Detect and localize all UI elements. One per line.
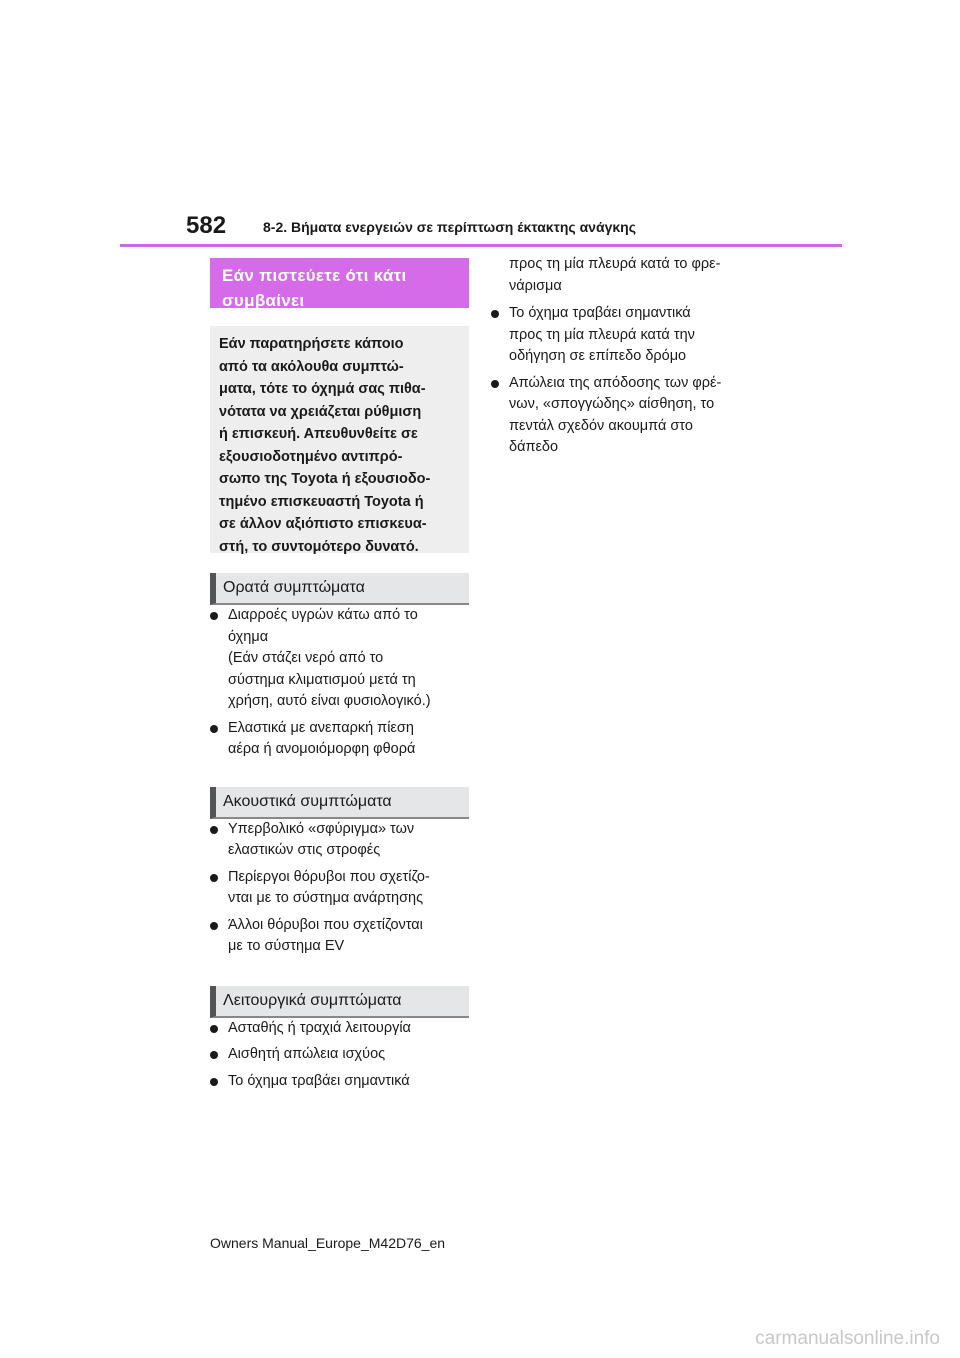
continued-item-text <box>491 254 761 297</box>
bullet-icon <box>210 922 218 930</box>
audible-symptoms-list <box>210 819 469 958</box>
watermark: carmanualsonline.info <box>755 1328 940 1349</box>
list-item <box>210 867 469 910</box>
note-line: σε άλλον αξιόπιστο επισκευα- <box>219 516 427 532</box>
item-line: ελαστικών στις στροφές <box>228 842 381 858</box>
bullet-icon <box>210 612 218 620</box>
note-line: νότατα να χρειάζεται ρύθμιση <box>219 403 422 420</box>
note-box <box>210 326 469 553</box>
list-item <box>210 1044 469 1066</box>
list-item <box>210 1018 469 1040</box>
item-line: όχημα <box>228 628 269 645</box>
item-line: Διαρροές υγρών κάτω από το <box>228 607 418 623</box>
visible-symptoms-list <box>210 605 469 761</box>
note-line: τημένο επισκευαστή Toyota ή <box>219 493 424 510</box>
note-line: σωπο της Toyota ή εξουσιοδο- <box>219 471 431 487</box>
item-line: αέρα ή ανομοιόμορφη φθορά <box>228 741 416 757</box>
item-line: με το σύστημα EV <box>228 938 345 954</box>
item-line: Απώλεια της απόδοσης των φρέ- <box>509 374 722 391</box>
bullet-icon <box>491 380 499 388</box>
header-rule <box>120 244 842 247</box>
item-line: Υπερβολικό «σφύριγμα» των <box>228 820 415 837</box>
heading-audible-symptoms: Ακουστικά συμπτώματα <box>210 787 469 819</box>
item-line: Ελαστικά με ανεπαρκή πίεση <box>228 719 414 736</box>
item-line: νάρισμα <box>509 277 562 294</box>
note-line: στή, το συντομότερο δυνατό. <box>219 538 419 555</box>
item-line: Περίεργοι θόρυβοι που σχετίζο- <box>228 868 430 885</box>
heading-visible-symptoms: Ορατά συμπτώματα <box>210 573 469 605</box>
item-line: Αισθητή απώλεια ισχύος <box>228 1046 386 1062</box>
note-line: ματα, τότε το όχημά σας πιθα- <box>219 381 426 397</box>
item-line: πεντάλ σχεδόν ακουμπά στο <box>509 417 693 434</box>
list-item <box>210 605 469 713</box>
item-line: προς τη μία πλευρά κατά την <box>509 326 695 343</box>
title-box <box>210 258 469 308</box>
list-item <box>210 819 469 862</box>
item-line: χρήση, αυτό είναι φυσιολογικό.) <box>228 693 431 709</box>
item-line: Άλλοι θόρυβοι που σχετίζονται <box>228 916 423 933</box>
right-column <box>491 254 761 459</box>
heading-operational-symptoms: Λειτουργικά συμπτώματα <box>210 986 469 1018</box>
bullet-icon <box>491 310 499 318</box>
list-item <box>210 718 469 761</box>
note-line: από τα ακόλουθα συμπτώ- <box>219 358 404 375</box>
item-line: δάπεδο <box>509 439 559 455</box>
bullet-icon <box>210 1025 218 1033</box>
page-number: 582 <box>186 212 227 239</box>
item-line: νται με το σύστημα ανάρτησης <box>228 890 424 906</box>
list-item <box>491 303 761 368</box>
bullet-icon <box>210 1078 218 1086</box>
operational-symptoms-list-continued <box>491 303 761 459</box>
item-line: προς τη μία πλευρά κατά το φρε- <box>509 256 721 272</box>
note-line: ή επισκευή. Απευθυνθείτε σε <box>219 426 418 442</box>
item-line: Το όχημα τραβάει σημαντικά <box>509 305 691 321</box>
item-line: σύστημα κλιματισμού μετά τη <box>228 671 416 688</box>
title-line: συμβαίνει <box>222 291 305 310</box>
bullet-icon <box>210 1051 218 1059</box>
item-line: (Εάν στάζει νερό από το <box>228 650 384 666</box>
note-line: εξουσιοδοτημένο αντιπρό- <box>219 448 403 465</box>
item-line: Ασταθής ή τραχιά λειτουργία <box>228 1019 411 1036</box>
section-title: 8-2. Βήματα ενεργειών σε περίπτωση έκτακτης ανάγκης <box>263 219 636 235</box>
list-item <box>491 373 761 459</box>
footer-doc-id: Owners Manual_Europe_M42D76_en <box>210 1235 446 1251</box>
bullet-icon <box>210 874 218 882</box>
operational-symptoms-list <box>210 1018 469 1093</box>
list-item <box>210 1071 469 1093</box>
bullet-icon <box>210 725 218 733</box>
left-column <box>210 258 469 1092</box>
bullet-icon <box>210 826 218 834</box>
item-line: νων, «σπογγώδης» αίσθηση, το <box>509 396 715 412</box>
list-item <box>210 915 469 958</box>
note-line: Εάν παρατηρήσετε κάποιο <box>219 336 404 352</box>
item-line: Το όχημα τραβάει σημαντικά <box>228 1072 410 1089</box>
item-line: οδήγηση σε επίπεδο δρόμο <box>509 348 687 364</box>
title-line: Εάν πιστεύετε ότι κάτι <box>222 266 407 285</box>
